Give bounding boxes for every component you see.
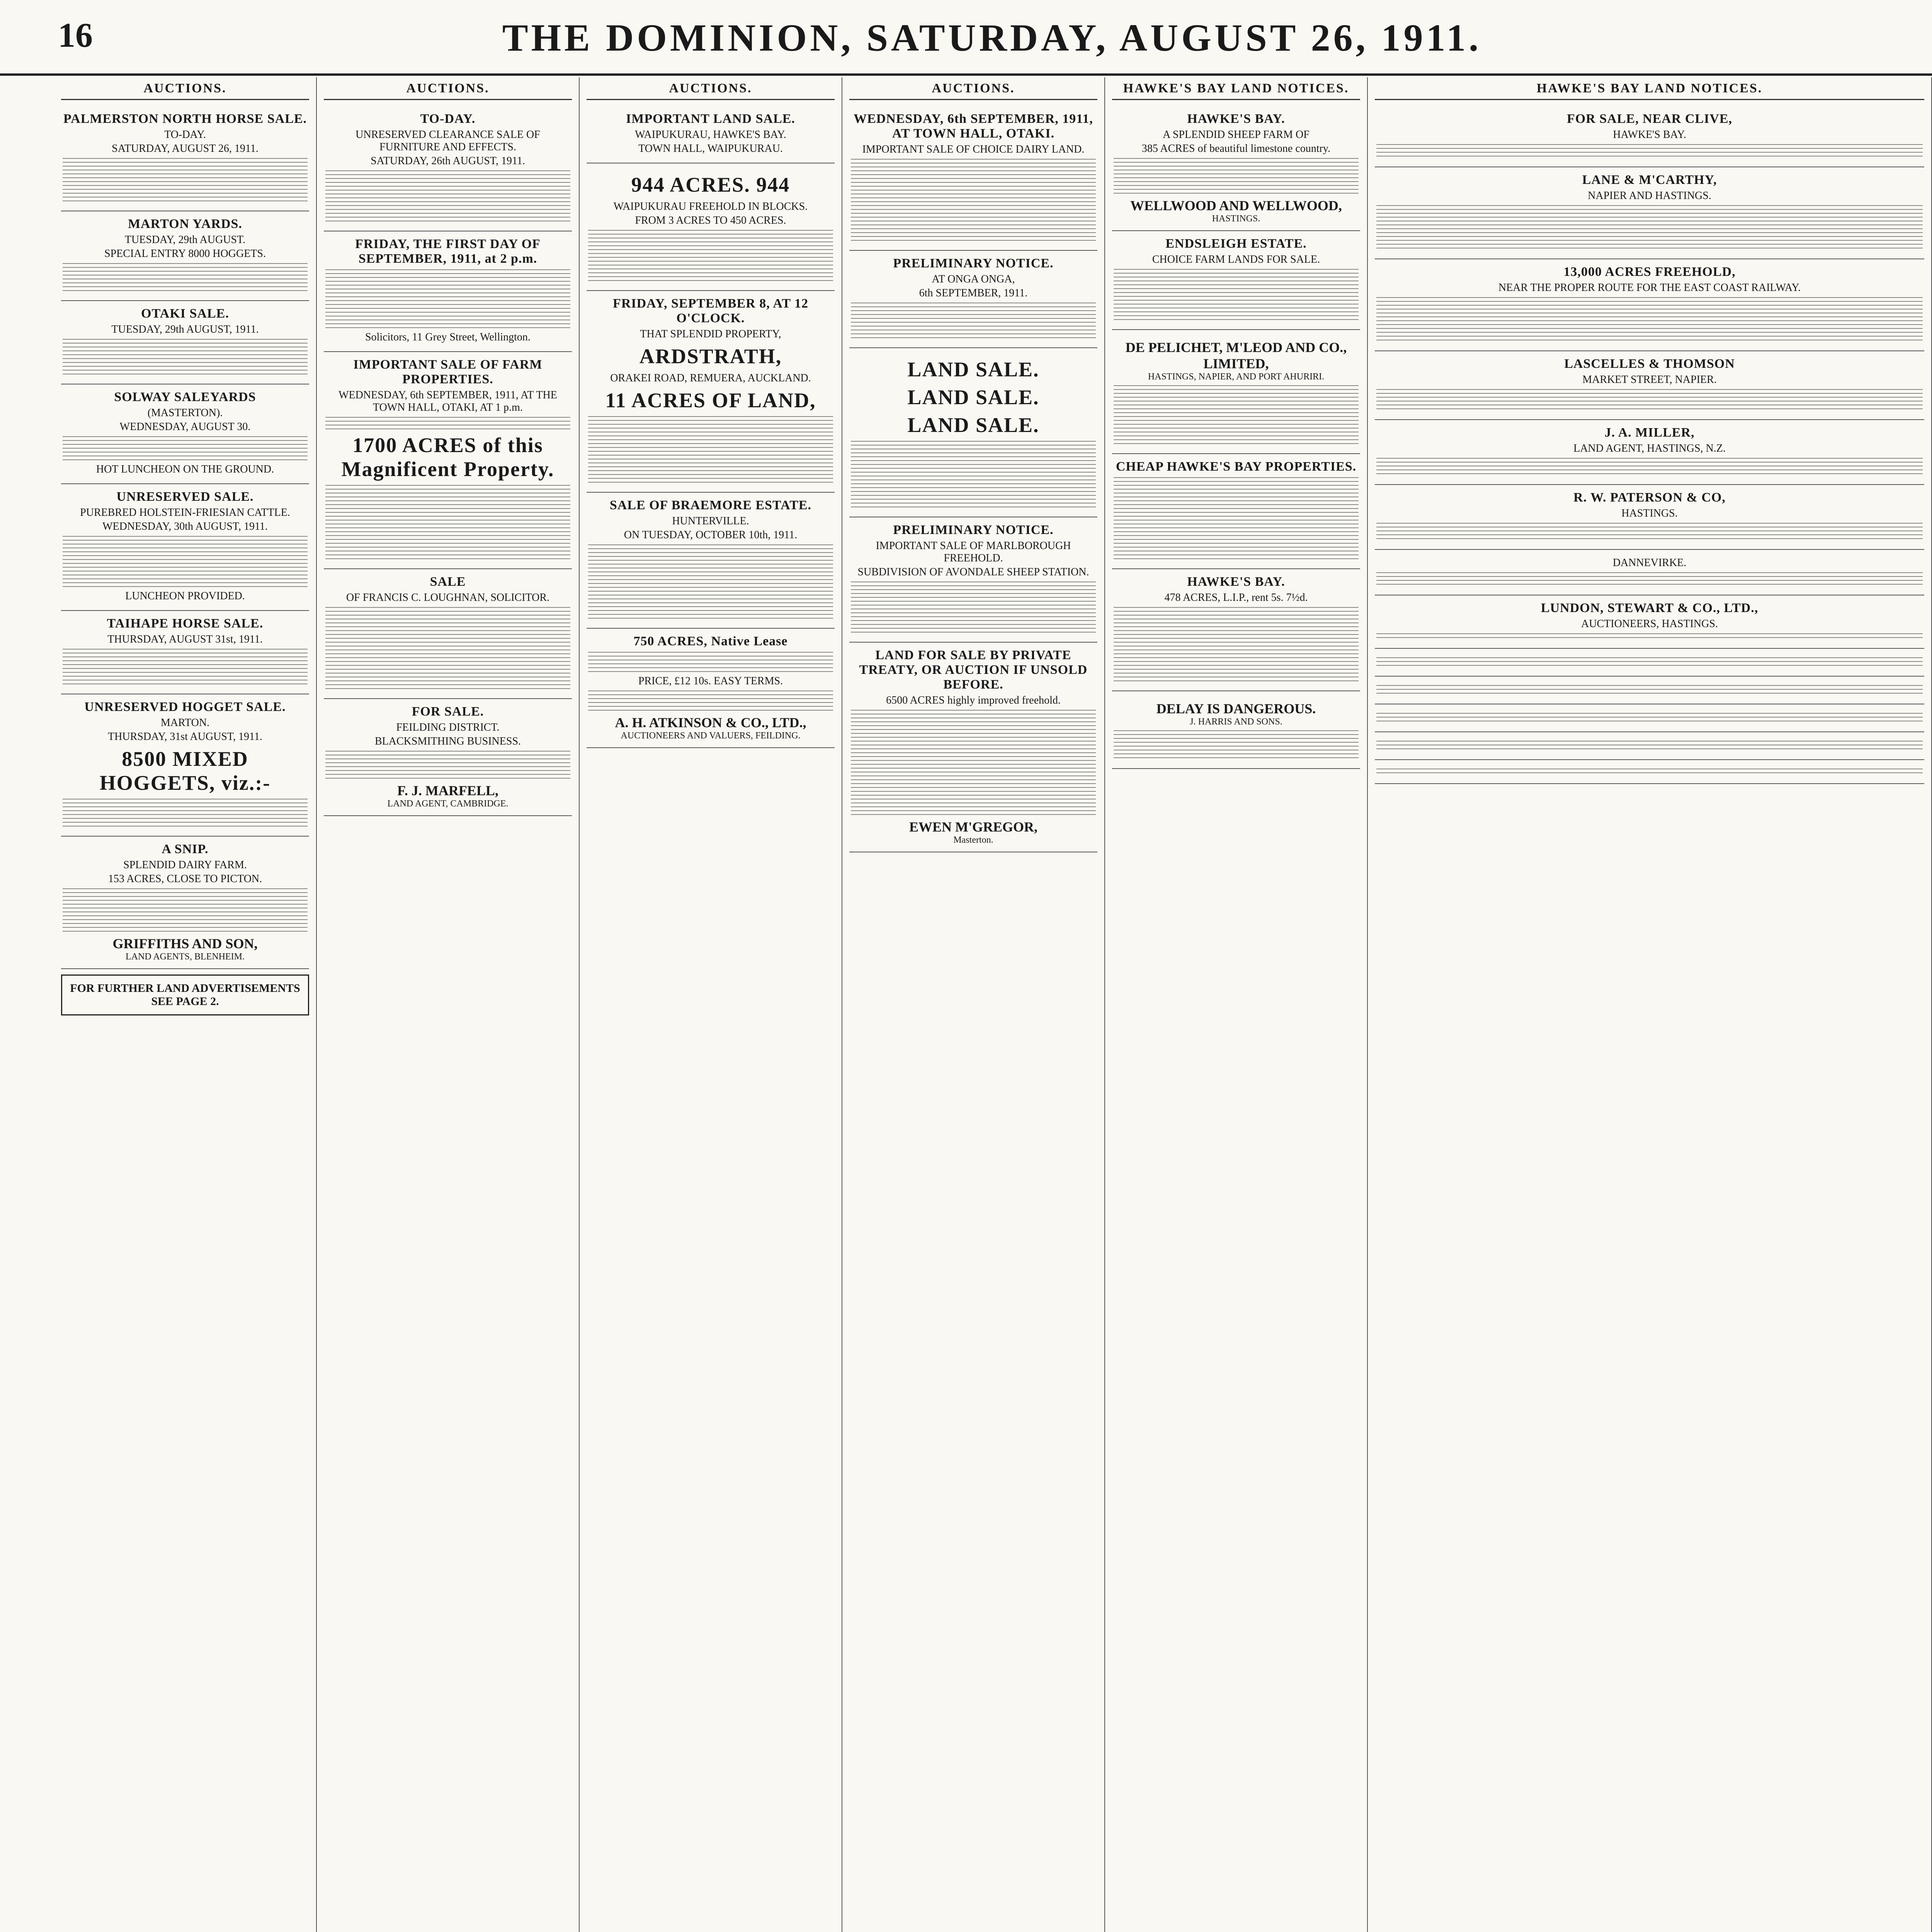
column-header: HAWKE'S BAY LAND NOTICES. (1112, 77, 1360, 100)
ad-heading: FRIDAY, SEPTEMBER 8, AT 12 O'CLOCK. (613, 296, 808, 325)
ad-block (1112, 454, 1360, 569)
ad-heading: LANE & M'CARTHY, (1582, 173, 1717, 187)
ad-highlight: LAND SALE. (907, 386, 1039, 409)
column-header: AUCTIONS. (324, 77, 572, 100)
see-page-2-notice: FOR FURTHER LAND ADVERTISEMENTS SEE PAGE 2. (61, 975, 309, 1015)
ad-line: LUNCHEON PROVIDED. (125, 590, 245, 602)
ad-line: 385 ACRES of beautiful limestone country. (1141, 143, 1331, 155)
ad-heading: WEDNESDAY, 6th SEPTEMBER, 1911, AT TOWN HALL, OTAKI. (854, 112, 1093, 141)
ad-line: SPLENDID DAIRY FARM. (123, 859, 247, 871)
ad-heading: SALE (430, 575, 466, 589)
column-5 (1105, 77, 1368, 1932)
column-header: AUCTIONS. (849, 77, 1097, 100)
ad-heading: LASCELLES & THOMSON (1564, 357, 1735, 371)
ad-block (849, 348, 1097, 517)
ad-line: ON TUESDAY, OCTOBER 10th, 1911. (624, 529, 798, 541)
ad-block (1112, 330, 1360, 454)
ad-block (324, 569, 572, 699)
ad-line: WEDNESDAY, AUGUST 30. (119, 421, 251, 433)
ad-heading: HAWKE'S BAY. (1187, 575, 1285, 589)
ad-line: FROM 3 ACRES TO 450 ACRES. (635, 214, 786, 226)
ad-highlight: 1700 ACRES of this Magnificent Property. (341, 434, 554, 481)
ad-line: PRICE, £12 10s. EASY TERMS. (638, 675, 783, 687)
ad-heading: IMPORTANT LAND SALE. (626, 112, 795, 126)
ad-heading: HAWKE'S BAY. (1187, 112, 1285, 126)
ad-line: AUCTIONEERS, HASTINGS. (1581, 618, 1718, 630)
ad-line: 478 ACRES, L.I.P., rent 5s. 7½d. (1164, 592, 1308, 604)
ad-line: MARTON. (160, 717, 210, 729)
ad-line: HAWKE'S BAY. (1613, 129, 1686, 141)
ad-firm-name: GRIFFITHS AND SON, (112, 936, 258, 951)
ad-heading: A SNIP. (162, 842, 209, 856)
ad-firm-name: DE PELICHET, M'LEOD AND CO., LIMITED, (1125, 340, 1347, 371)
ad-line: MARKET STREET, NAPIER. (1582, 374, 1717, 386)
ad-firm-name: WELLWOOD AND WELLWOOD, (1130, 198, 1342, 213)
column-1 (54, 77, 317, 1932)
ad-line: DANNEVIRKE. (1612, 557, 1687, 569)
ad-heading: PALMERSTON NORTH HORSE SALE. (63, 112, 307, 126)
ad-block (61, 837, 309, 969)
ad-firm-address: J. HARRIS AND SONS. (1190, 717, 1282, 727)
ad-line: IMPORTANT SALE OF MARLBOROUGH FREEHOLD. (876, 540, 1071, 564)
ad-line: WEDNESDAY, 6th SEPTEMBER, 1911, AT THE TOWN HALL, OTAKI, AT 1 p.m. (338, 389, 557, 413)
ad-line: NAPIER AND HASTINGS. (1588, 190, 1711, 202)
ad-block (587, 493, 835, 629)
ad-block (849, 643, 1097, 852)
column-3 (580, 77, 842, 1932)
ad-line: NEAR THE PROPER ROUTE FOR THE EAST COAST RAILWAY. (1498, 282, 1801, 294)
ad-line: WAIPUKURAU FREEHOLD IN BLOCKS. (613, 201, 808, 213)
ad-heading: TAIHAPE HORSE SALE. (107, 616, 264, 631)
ad-line: THURSDAY, AUGUST 31st, 1911. (107, 633, 263, 645)
ad-block (1375, 732, 1924, 760)
ad-line: WEDNESDAY, 30th AUGUST, 1911. (102, 520, 268, 532)
ad-heading: IMPORTANT SALE OF FARM PROPERTIES. (353, 357, 543, 386)
ad-heading: TO-DAY. (420, 112, 476, 126)
ad-block (61, 484, 309, 611)
ad-heading: OTAKI SALE. (141, 306, 229, 321)
ad-line: WAIPUKURAU, HAWKE'S BAY. (635, 129, 786, 141)
ad-firm-address: HASTINGS, NAPIER, AND PORT AHURIRI. (1148, 372, 1325, 382)
ad-block (61, 211, 309, 301)
masthead (0, 0, 1932, 76)
ad-firm-address: LAND AGENT, CAMBRIDGE. (387, 799, 509, 809)
ad-line: PUREBRED HOLSTEIN-FRIESIAN CATTLE. (80, 507, 290, 519)
ad-line: TUESDAY, 29th AUGUST. (124, 234, 246, 246)
column-header: HAWKE'S BAY LAND NOTICES. (1375, 77, 1924, 100)
ad-block (587, 291, 835, 493)
ad-firm-name: A. H. ATKINSON & CO., LTD., (615, 715, 806, 730)
ad-line: SATURDAY, 26th AUGUST, 1911. (371, 155, 525, 167)
ad-line: IMPORTANT SALE OF CHOICE DAIRY LAND. (862, 143, 1085, 155)
newspaper-title: THE DOMINION, SATURDAY, AUGUST 26, 1911. (502, 16, 1482, 59)
column-header: AUCTIONS. (587, 77, 835, 100)
ad-block (324, 699, 572, 816)
ad-block (324, 231, 572, 352)
ad-line: UNRESERVED CLEARANCE SALE OF FURNITURE AND EFFECTS. (355, 129, 540, 153)
ad-heading: MARTON YARDS. (128, 217, 242, 231)
ad-block (849, 106, 1097, 251)
ad-block (1112, 691, 1360, 769)
ad-firm-address: AUCTIONEERS AND VALUERS, FEILDING. (621, 731, 801, 741)
ad-heading: SALE OF BRAEMORE ESTATE. (609, 498, 812, 512)
ad-line: 6500 ACRES highly improved freehold. (886, 694, 1061, 706)
ad-heading: PRELIMINARY NOTICE. (893, 523, 1054, 537)
columns-area (54, 77, 1932, 1932)
ad-highlight: 11 ACRES OF LAND, (605, 389, 816, 412)
ad-heading: 750 ACRES, Native Lease (633, 634, 788, 648)
ad-block (1375, 677, 1924, 704)
ad-line: TUESDAY, 29th AUGUST, 1911. (111, 323, 259, 335)
ad-block (849, 517, 1097, 643)
ad-block (1375, 167, 1924, 259)
column-4 (842, 77, 1105, 1932)
ad-block (1112, 106, 1360, 231)
ad-block (61, 106, 309, 211)
ad-heading: J. A. MILLER, (1604, 425, 1695, 440)
ad-line: CHOICE FARM LANDS FOR SALE. (1152, 253, 1320, 265)
ad-block (587, 629, 835, 748)
ad-line: OF FRANCIS C. LOUGHNAN, SOLICITOR. (346, 592, 550, 604)
ad-block (1375, 485, 1924, 550)
ad-highlight: 944 ACRES. 944 (631, 173, 790, 196)
ad-line: AT ONGA ONGA, (932, 273, 1015, 285)
ad-line: HOT LUNCHEON ON THE GROUND. (96, 463, 274, 475)
ad-line: THAT SPLENDID PROPERTY, (640, 328, 781, 340)
ad-block (1375, 106, 1924, 167)
ad-highlight: LAND SALE. (907, 413, 1039, 437)
ad-block (849, 251, 1097, 348)
ad-line: SPECIAL ENTRY 8000 HOGGETS. (104, 248, 266, 260)
ad-firm-name: EWEN M'GREGOR, (909, 819, 1037, 835)
ad-highlight: LAND SALE. (907, 358, 1039, 381)
ad-block (1112, 231, 1360, 330)
ad-heading: CHEAP HAWKE'S BAY PROPERTIES. (1116, 459, 1357, 474)
ad-line: BLACKSMITHING BUSINESS. (374, 735, 521, 747)
ad-heading: PRELIMINARY NOTICE. (893, 256, 1054, 270)
ad-line: TO-DAY. (164, 129, 206, 141)
ad-block (1375, 550, 1924, 595)
ad-heading: R. W. PATERSON & CO, (1573, 490, 1726, 505)
ad-heading: FOR SALE, NEAR CLIVE, (1566, 112, 1733, 126)
ad-heading: 13,000 ACRES FREEHOLD, (1563, 265, 1736, 279)
ad-line: TOWN HALL, WAIPUKURAU. (638, 143, 783, 155)
ad-line: THURSDAY, 31st AUGUST, 1911. (108, 731, 262, 743)
ad-line: ORAKEI ROAD, REMUERA, AUCKLAND. (610, 372, 811, 384)
ad-line: HUNTERVILLE. (672, 515, 749, 527)
ad-firm-address: Masterton. (953, 835, 993, 845)
ad-block (61, 301, 309, 384)
ad-heading: SOLWAY SALEYARDS (114, 390, 256, 404)
ad-block (61, 694, 309, 837)
ad-block (324, 352, 572, 569)
ad-block (1375, 259, 1924, 351)
column-2 (317, 77, 580, 1932)
page-number: 16 (58, 16, 93, 54)
ad-line: LAND AGENT, HASTINGS, N.Z. (1573, 442, 1726, 454)
ad-block (61, 384, 309, 484)
ad-highlight: ARDSTRATH, (639, 345, 782, 368)
ad-block (1112, 569, 1360, 691)
ad-block (1375, 420, 1924, 485)
ad-firm-name: DELAY IS DANGEROUS. (1156, 701, 1316, 716)
ad-block (324, 106, 572, 231)
ad-highlight: 8500 MIXED HOGGETS, viz.:- (99, 747, 271, 794)
ad-heading: LAND FOR SALE BY PRIVATE TREATY, OR AUCTION IF UNSOLD BEFORE. (859, 648, 1088, 692)
ad-line: A SPLENDID SHEEP FARM OF (1163, 129, 1310, 141)
ad-line: 6th SEPTEMBER, 1911. (919, 287, 1028, 299)
ad-line: Solicitors, 11 Grey Street, Wellington. (365, 331, 531, 343)
ad-line: 153 ACRES, CLOSE TO PICTON. (108, 873, 262, 885)
ad-line: FEILDING DISTRICT. (396, 721, 500, 733)
ad-line: SATURDAY, AUGUST 26, 1911. (112, 143, 259, 155)
ad-block (587, 163, 835, 291)
column-header: AUCTIONS. (61, 77, 309, 100)
ad-block (1375, 595, 1924, 649)
ad-heading: ENDSLEIGH ESTATE. (1165, 236, 1307, 251)
column-6 (1368, 77, 1932, 1932)
ad-line: HASTINGS. (1621, 507, 1678, 519)
ad-firm-name: F. J. MARFELL, (397, 783, 498, 798)
ad-heading: FOR SALE. (412, 704, 484, 719)
ad-block (1375, 351, 1924, 420)
ad-block (61, 611, 309, 694)
ad-block (1375, 649, 1924, 677)
ad-firm-address: LAND AGENTS, BLENHEIM. (126, 952, 245, 962)
ad-firm-address: HASTINGS. (1212, 214, 1260, 224)
ad-line: (MASTERTON). (147, 407, 223, 419)
ad-heading: FRIDAY, THE FIRST DAY OF SEPTEMBER, 1911, at 2 p.m. (355, 237, 541, 266)
ad-block (1375, 704, 1924, 732)
ad-block (587, 106, 835, 163)
ad-heading: LUNDON, STEWART & CO., LTD., (1541, 601, 1759, 615)
ad-heading: UNRESERVED SALE. (116, 490, 254, 504)
ad-block (1375, 760, 1924, 784)
ad-line: SUBDIVISION OF AVONDALE SHEEP STATION. (857, 566, 1089, 578)
ad-heading: UNRESERVED HOGGET SALE. (84, 700, 286, 714)
